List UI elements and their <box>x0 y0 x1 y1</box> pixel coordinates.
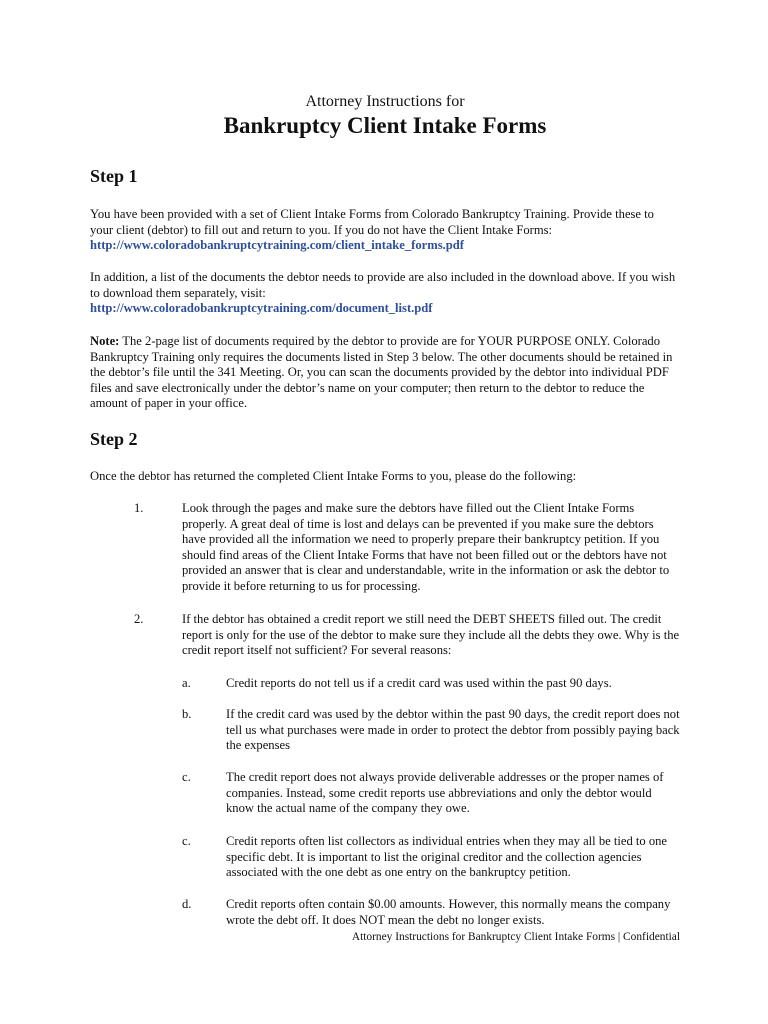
paragraph-text: In addition, a list of the documents the debtor needs to provide are also included in the download above. If you wish to download them separately, visit: <box>90 270 676 300</box>
note-text: The 2-page list of documents required by the debtor to provide are for YOUR PURPOSE ONLY. Colorado Bankruptcy Training only requires the documents listed in Step 3 below. The other documents should be retained in the debtor’s file until the 341 Meeting. Or, you can scan the documents provided by the debtor into individual PDF files and save electronically under the debtor’s name on your computer; then return to the debtor to reduce the amount of paper in your office. <box>90 334 673 411</box>
sub-item-letter: a. <box>182 676 191 690</box>
sub-item-text: Credit reports do not tell us if a credit card was used within the past 90 days. <box>226 676 612 690</box>
sub-item-letter: b. <box>182 707 192 721</box>
step-1-paragraph-2 <box>90 270 680 317</box>
list-item-number: 1. <box>134 501 144 515</box>
sub-item-text: If the credit card was used by the debtor within the past 90 days, the credit report does not tell us what purchases were made in order to protect the debtor from possibly paying back the expenses <box>226 707 680 753</box>
list-item-text: Look through the pages and make sure the debtors have filled out the Client Intake Forms properly. A great deal of time is lost and delays can be prevented if you make sure the debtors have provided all the information we need to properly prepare their bankruptcy petition. If you should find areas of the Client Intake Forms that have not been filled out or the debtors have not provided an answer that is clear and understandable, write in the information or ask the debtor to provide it before returning to us for processing. <box>182 501 670 593</box>
sub-item-letter: c. <box>182 834 191 848</box>
paragraph-text: You have been provided with a set of Client Intake Forms from Colorado Bankruptcy Training. Provide these to your client (debtor) to fill out and return to you. If you do not have the Client Intake Forms: <box>90 207 654 237</box>
sub-item-letter: c. <box>182 770 191 784</box>
step-2-intro: Once the debtor has returned the completed Client Intake Forms to you, please do the following: <box>90 469 577 483</box>
list-item-number: 2. <box>134 612 144 626</box>
step-1-paragraph-1 <box>90 207 680 254</box>
list-item-text: If the debtor has obtained a credit report we still need the DEBT SHEETS filled out. The credit report is only for the use of the debtor to make sure they include all the debts they owe. Why is the credit report itself not sufficient? For several reasons: <box>182 612 680 658</box>
sub-item-text: Credit reports often list collectors as individual entries when they may all be tied to one specific debt. It is important to list the original creditor and the collection agencies associated with the one debt as one entry on the bankruptcy petition. <box>226 834 668 880</box>
client-intake-forms-link[interactable]: http://www.coloradobankruptcytraining.com/client_intake_forms.pdf <box>90 238 464 253</box>
sub-item-letter: d. <box>182 897 192 911</box>
sub-item-text: Credit reports often contain $0.00 amounts. However, this normally means the company wrote the debt off. It does NOT mean the debt no longer exists. <box>226 897 671 927</box>
document-subtitle: Attorney Instructions for <box>305 93 465 110</box>
note-label: Note: <box>90 334 120 348</box>
document-list-link[interactable]: http://www.coloradobankruptcytraining.com/document_list.pdf <box>90 301 433 316</box>
page-footer: Attorney Instructions for Bankruptcy Client Intake Forms | Confidential <box>351 931 680 943</box>
step-2-heading: Step 2 <box>90 429 138 449</box>
document-title: Bankruptcy Client Intake Forms <box>223 113 547 138</box>
step-1-note <box>90 334 680 412</box>
step-1-heading: Step 1 <box>90 166 138 186</box>
sub-item-text: The credit report does not always provide deliverable addresses or the proper names of companies. Instead, some credit reports use abbreviations and only the debtor would know the actual name of the company they owe. <box>226 770 664 816</box>
